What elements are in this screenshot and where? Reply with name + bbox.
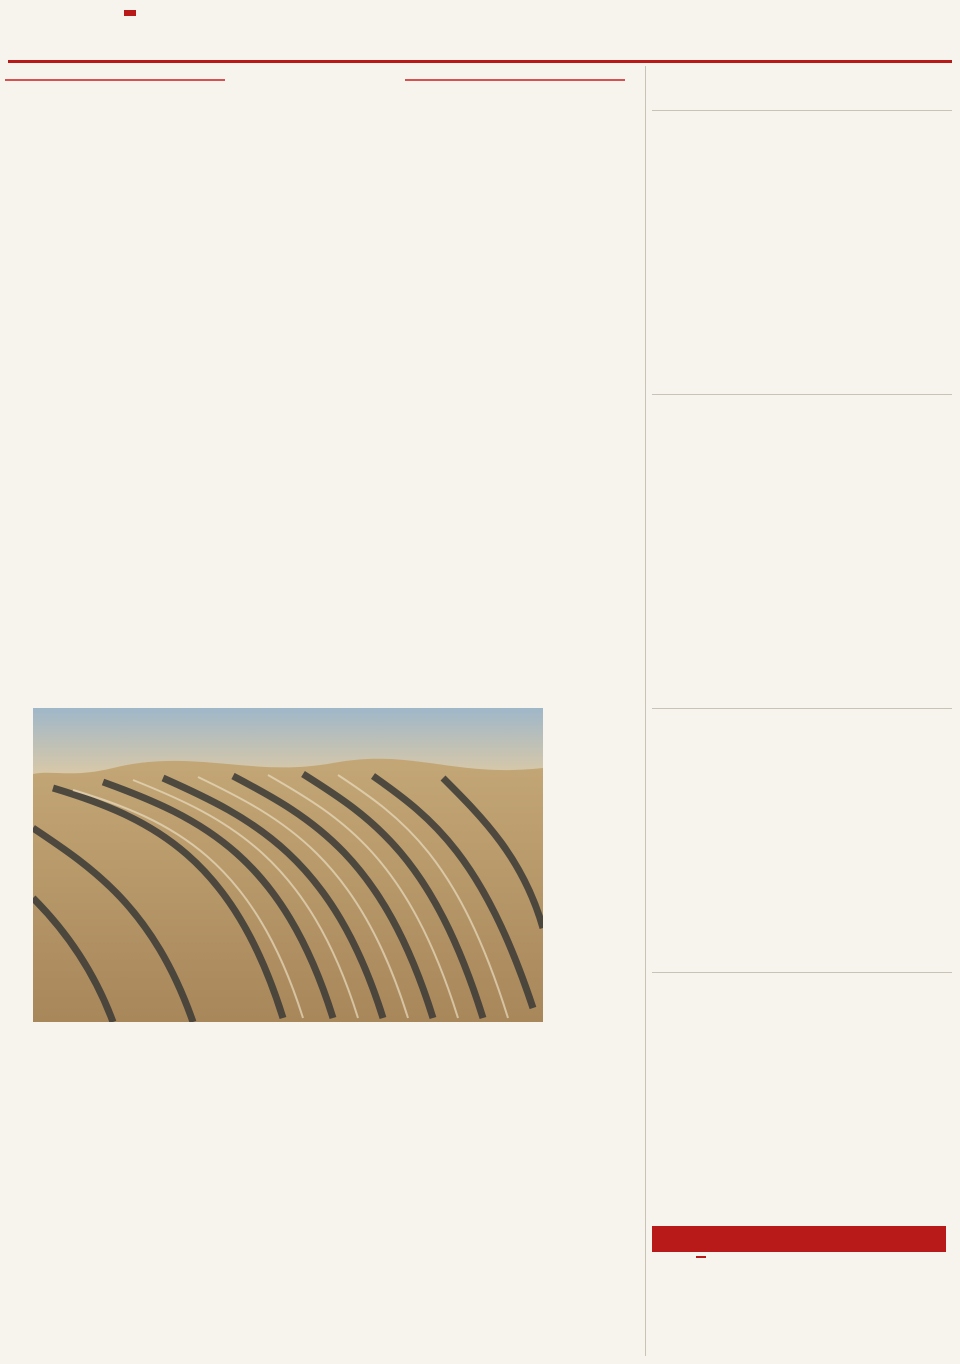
classifieds-subsection [696, 1256, 706, 1258]
masthead [8, 6, 952, 63]
lead-column-4 [466, 166, 636, 290]
lead-column-4b [466, 316, 636, 678]
classifieds-banner [652, 1226, 946, 1252]
lead-column-3b [322, 266, 456, 694]
second-column-3 [340, 1076, 480, 1350]
section-divider [652, 110, 952, 111]
section-divider [652, 394, 952, 395]
classifieds-column-1 [656, 1272, 796, 1342]
right-article-4-column-2 [806, 1034, 948, 1200]
section-divider [652, 708, 952, 709]
right-article-4-column-1 [656, 1034, 796, 1218]
lead-column-1b [34, 428, 168, 690]
second-column-2 [190, 1076, 330, 1350]
section-divider [652, 972, 952, 973]
right-article-2-column-1 [656, 456, 796, 700]
right-article-3-column-1 [656, 772, 796, 966]
page-number [124, 10, 136, 16]
column-divider [645, 66, 646, 1356]
column-tag [230, 68, 400, 92]
lead-column-3 [322, 166, 456, 262]
right-article-1-column-1 [656, 134, 796, 388]
right-article-1-column-2 [806, 118, 948, 388]
photo-illustration [33, 708, 543, 1022]
right-article-2-column-2 [806, 456, 948, 680]
lead-column-1 [34, 182, 168, 404]
lead-column-2 [178, 166, 312, 694]
second-column-4 [490, 1030, 636, 1336]
second-column-1 [40, 1094, 180, 1350]
right-article-3-column-2 [806, 772, 948, 946]
classifieds-column-2 [806, 1256, 948, 1342]
glacier-construction-photo [33, 708, 543, 1022]
